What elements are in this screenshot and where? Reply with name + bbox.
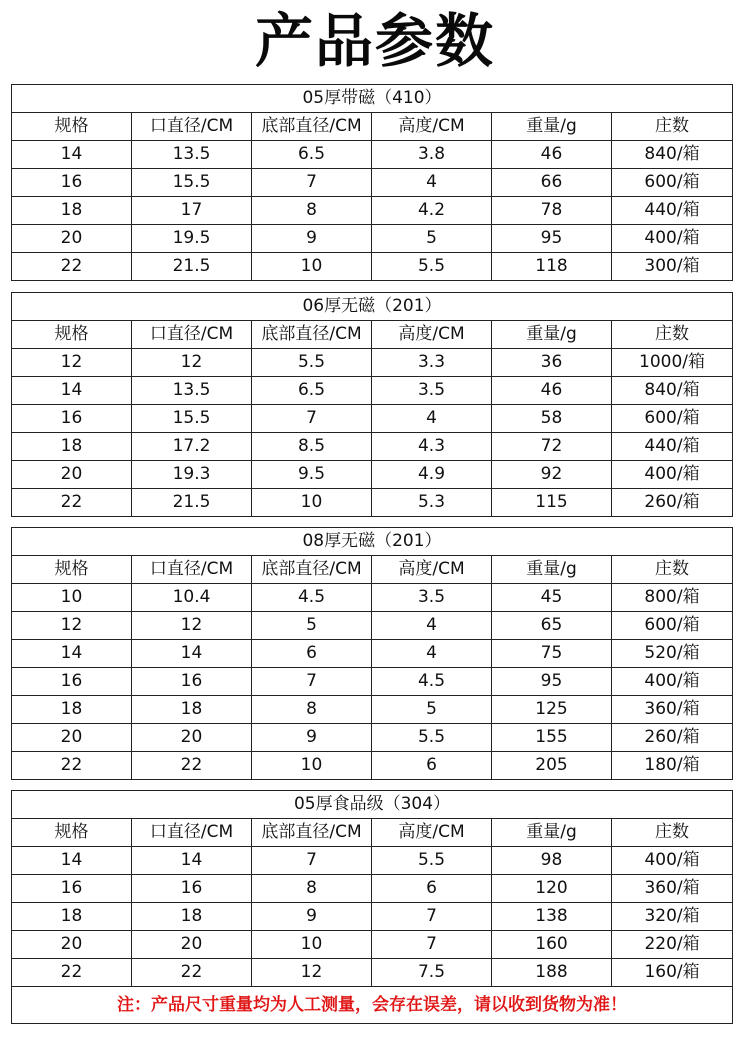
- table-row: [12, 584, 733, 612]
- cell-height: 7: [372, 931, 492, 959]
- table-row: [12, 640, 733, 668]
- table-caption: 05厚食品级（304）: [12, 791, 733, 819]
- cell-packing: 220/箱: [612, 931, 733, 959]
- cell-rim-diameter: 22: [132, 752, 252, 780]
- cell-rim-diameter: 21.5: [132, 489, 252, 517]
- cell-height: 5: [372, 225, 492, 253]
- cell-weight: 46: [492, 377, 612, 405]
- cell-base-diameter: 6.5: [252, 141, 372, 169]
- measurement-note: 注：产品尺寸重量均为人工测量，会存在误差，请以收到货物为准！: [12, 987, 733, 1024]
- cell-base-diameter: 10: [252, 253, 372, 281]
- cell-base-diameter: 5: [252, 612, 372, 640]
- cell-packing: 180/箱: [612, 752, 733, 780]
- cell-weight: 120: [492, 875, 612, 903]
- header-weight: 重量/g: [492, 321, 612, 349]
- table-row: [12, 253, 733, 281]
- table-caption-row: [12, 85, 733, 113]
- cell-weight: 188: [492, 959, 612, 987]
- cell-base-diameter: 9: [252, 225, 372, 253]
- cell-spec: 18: [12, 197, 132, 225]
- cell-spec: 20: [12, 461, 132, 489]
- table-row: [12, 668, 733, 696]
- cell-height: 3.8: [372, 141, 492, 169]
- cell-spec: 14: [12, 141, 132, 169]
- cell-packing: 400/箱: [612, 225, 733, 253]
- table-row: [12, 875, 733, 903]
- cell-height: 5.5: [372, 724, 492, 752]
- cell-rim-diameter: 22: [132, 959, 252, 987]
- table-row: [12, 225, 733, 253]
- cell-packing: 840/箱: [612, 141, 733, 169]
- cell-spec: 12: [12, 612, 132, 640]
- cell-weight: 125: [492, 696, 612, 724]
- spec-table-05-magnetic: [11, 84, 733, 281]
- cell-height: 3.3: [372, 349, 492, 377]
- header-weight: 重量/g: [492, 556, 612, 584]
- cell-base-diameter: 10: [252, 931, 372, 959]
- table-row: [12, 461, 733, 489]
- table-row: [12, 724, 733, 752]
- cell-rim-diameter: 20: [132, 931, 252, 959]
- table-header-row: [12, 321, 733, 349]
- cell-weight: 58: [492, 405, 612, 433]
- cell-height: 6: [372, 875, 492, 903]
- cell-weight: 95: [492, 668, 612, 696]
- cell-spec: 14: [12, 377, 132, 405]
- table-caption-row: [12, 293, 733, 321]
- cell-spec: 20: [12, 724, 132, 752]
- header-rim-diameter: 口直径/CM: [132, 819, 252, 847]
- header-rim-diameter: 口直径/CM: [132, 321, 252, 349]
- header-base-diameter: 底部直径/CM: [252, 556, 372, 584]
- cell-weight: 92: [492, 461, 612, 489]
- cell-spec: 14: [12, 640, 132, 668]
- spec-table-08-nonmagnetic: [11, 527, 733, 780]
- cell-rim-diameter: 20: [132, 724, 252, 752]
- cell-spec: 16: [12, 875, 132, 903]
- cell-height: 5.3: [372, 489, 492, 517]
- cell-packing: 400/箱: [612, 668, 733, 696]
- header-base-diameter: 底部直径/CM: [252, 819, 372, 847]
- cell-spec: 18: [12, 433, 132, 461]
- cell-height: 4.9: [372, 461, 492, 489]
- cell-weight: 36: [492, 349, 612, 377]
- header-height: 高度/CM: [372, 321, 492, 349]
- cell-packing: 260/箱: [612, 489, 733, 517]
- cell-spec: 14: [12, 847, 132, 875]
- table-row: [12, 752, 733, 780]
- cell-height: 5: [372, 696, 492, 724]
- table-row: [12, 377, 733, 405]
- cell-base-diameter: 9.5: [252, 461, 372, 489]
- cell-height: 4: [372, 405, 492, 433]
- cell-rim-diameter: 17.2: [132, 433, 252, 461]
- cell-packing: 600/箱: [612, 405, 733, 433]
- cell-spec: 16: [12, 405, 132, 433]
- table-row: [12, 612, 733, 640]
- cell-packing: 160/箱: [612, 959, 733, 987]
- cell-base-diameter: 10: [252, 752, 372, 780]
- cell-base-diameter: 8: [252, 197, 372, 225]
- table-row: [12, 405, 733, 433]
- cell-packing: 360/箱: [612, 696, 733, 724]
- cell-base-diameter: 4.5: [252, 584, 372, 612]
- cell-spec: 16: [12, 668, 132, 696]
- cell-spec: 18: [12, 696, 132, 724]
- table-note-row: [12, 987, 733, 1024]
- cell-packing: 800/箱: [612, 584, 733, 612]
- cell-rim-diameter: 12: [132, 349, 252, 377]
- cell-base-diameter: 8.5: [252, 433, 372, 461]
- cell-rim-diameter: 16: [132, 668, 252, 696]
- header-packing: 庄数: [612, 321, 733, 349]
- header-base-diameter: 底部直径/CM: [252, 321, 372, 349]
- cell-weight: 75: [492, 640, 612, 668]
- cell-weight: 205: [492, 752, 612, 780]
- table-row: [12, 903, 733, 931]
- cell-rim-diameter: 13.5: [132, 141, 252, 169]
- cell-base-diameter: 10: [252, 489, 372, 517]
- cell-height: 4: [372, 640, 492, 668]
- table-caption: 05厚带磁（410）: [12, 85, 733, 113]
- cell-height: 7: [372, 903, 492, 931]
- header-spec: 规格: [12, 113, 132, 141]
- table-caption-row: [12, 791, 733, 819]
- cell-packing: 600/箱: [612, 169, 733, 197]
- cell-spec: 10: [12, 584, 132, 612]
- cell-height: 4.2: [372, 197, 492, 225]
- cell-packing: 360/箱: [612, 875, 733, 903]
- header-packing: 庄数: [612, 113, 733, 141]
- header-height: 高度/CM: [372, 113, 492, 141]
- header-height: 高度/CM: [372, 819, 492, 847]
- cell-weight: 138: [492, 903, 612, 931]
- cell-base-diameter: 8: [252, 696, 372, 724]
- header-weight: 重量/g: [492, 113, 612, 141]
- cell-base-diameter: 6: [252, 640, 372, 668]
- table-row: [12, 489, 733, 517]
- cell-spec: 16: [12, 169, 132, 197]
- cell-weight: 115: [492, 489, 612, 517]
- table-row: [12, 931, 733, 959]
- cell-height: 4: [372, 169, 492, 197]
- cell-spec: 22: [12, 489, 132, 517]
- cell-weight: 46: [492, 141, 612, 169]
- cell-weight: 118: [492, 253, 612, 281]
- spec-table-05-food-grade: [11, 790, 733, 1024]
- cell-rim-diameter: 12: [132, 612, 252, 640]
- cell-weight: 65: [492, 612, 612, 640]
- cell-rim-diameter: 14: [132, 847, 252, 875]
- spec-table-06-nonmagnetic: [11, 292, 733, 517]
- table-row: [12, 169, 733, 197]
- cell-rim-diameter: 16: [132, 875, 252, 903]
- table-caption: 08厚无磁（201）: [12, 528, 733, 556]
- cell-weight: 95: [492, 225, 612, 253]
- header-rim-diameter: 口直径/CM: [132, 113, 252, 141]
- cell-base-diameter: 7: [252, 668, 372, 696]
- cell-base-diameter: 5.5: [252, 349, 372, 377]
- cell-rim-diameter: 13.5: [132, 377, 252, 405]
- cell-spec: 20: [12, 225, 132, 253]
- cell-base-diameter: 9: [252, 903, 372, 931]
- cell-rim-diameter: 21.5: [132, 253, 252, 281]
- cell-rim-diameter: 10.4: [132, 584, 252, 612]
- cell-rim-diameter: 19.3: [132, 461, 252, 489]
- cell-packing: 520/箱: [612, 640, 733, 668]
- cell-spec: 12: [12, 349, 132, 377]
- cell-weight: 66: [492, 169, 612, 197]
- cell-packing: 400/箱: [612, 847, 733, 875]
- cell-spec: 22: [12, 752, 132, 780]
- cell-weight: 160: [492, 931, 612, 959]
- cell-rim-diameter: 17: [132, 197, 252, 225]
- cell-packing: 1000/箱: [612, 349, 733, 377]
- cell-base-diameter: 7: [252, 405, 372, 433]
- cell-height: 4.3: [372, 433, 492, 461]
- cell-height: 5.5: [372, 847, 492, 875]
- table-header-row: [12, 113, 733, 141]
- table-row: [12, 433, 733, 461]
- cell-rim-diameter: 18: [132, 696, 252, 724]
- table-row: [12, 197, 733, 225]
- table-row: [12, 349, 733, 377]
- cell-spec: 22: [12, 959, 132, 987]
- cell-height: 4: [372, 612, 492, 640]
- cell-base-diameter: 7: [252, 847, 372, 875]
- cell-packing: 840/箱: [612, 377, 733, 405]
- cell-rim-diameter: 18: [132, 903, 252, 931]
- header-spec: 规格: [12, 819, 132, 847]
- cell-weight: 78: [492, 197, 612, 225]
- table-row: [12, 696, 733, 724]
- cell-height: 6: [372, 752, 492, 780]
- cell-rim-diameter: 15.5: [132, 405, 252, 433]
- header-rim-diameter: 口直径/CM: [132, 556, 252, 584]
- cell-packing: 600/箱: [612, 612, 733, 640]
- header-spec: 规格: [12, 321, 132, 349]
- cell-weight: 98: [492, 847, 612, 875]
- cell-rim-diameter: 14: [132, 640, 252, 668]
- table-row: [12, 847, 733, 875]
- cell-packing: 440/箱: [612, 433, 733, 461]
- table-caption-row: [12, 528, 733, 556]
- cell-weight: 155: [492, 724, 612, 752]
- cell-spec: 22: [12, 253, 132, 281]
- cell-packing: 260/箱: [612, 724, 733, 752]
- cell-base-diameter: 12: [252, 959, 372, 987]
- cell-spec: 20: [12, 931, 132, 959]
- table-row: [12, 959, 733, 987]
- header-height: 高度/CM: [372, 556, 492, 584]
- cell-base-diameter: 8: [252, 875, 372, 903]
- header-packing: 庄数: [612, 819, 733, 847]
- cell-height: 4.5: [372, 668, 492, 696]
- cell-height: 3.5: [372, 584, 492, 612]
- table-caption: 06厚无磁（201）: [12, 293, 733, 321]
- cell-packing: 300/箱: [612, 253, 733, 281]
- cell-weight: 45: [492, 584, 612, 612]
- table-row: [12, 141, 733, 169]
- cell-base-diameter: 9: [252, 724, 372, 752]
- cell-height: 5.5: [372, 253, 492, 281]
- cell-rim-diameter: 19.5: [132, 225, 252, 253]
- cell-base-diameter: 7: [252, 169, 372, 197]
- cell-packing: 440/箱: [612, 197, 733, 225]
- header-spec: 规格: [12, 556, 132, 584]
- header-packing: 庄数: [612, 556, 733, 584]
- cell-packing: 320/箱: [612, 903, 733, 931]
- cell-rim-diameter: 15.5: [132, 169, 252, 197]
- cell-base-diameter: 6.5: [252, 377, 372, 405]
- cell-weight: 72: [492, 433, 612, 461]
- page-title: 产品参数: [254, 7, 495, 75]
- table-header-row: [12, 556, 733, 584]
- cell-spec: 18: [12, 903, 132, 931]
- cell-height: 7.5: [372, 959, 492, 987]
- header-base-diameter: 底部直径/CM: [252, 113, 372, 141]
- table-header-row: [12, 819, 733, 847]
- header-weight: 重量/g: [492, 819, 612, 847]
- cell-height: 3.5: [372, 377, 492, 405]
- cell-packing: 400/箱: [612, 461, 733, 489]
